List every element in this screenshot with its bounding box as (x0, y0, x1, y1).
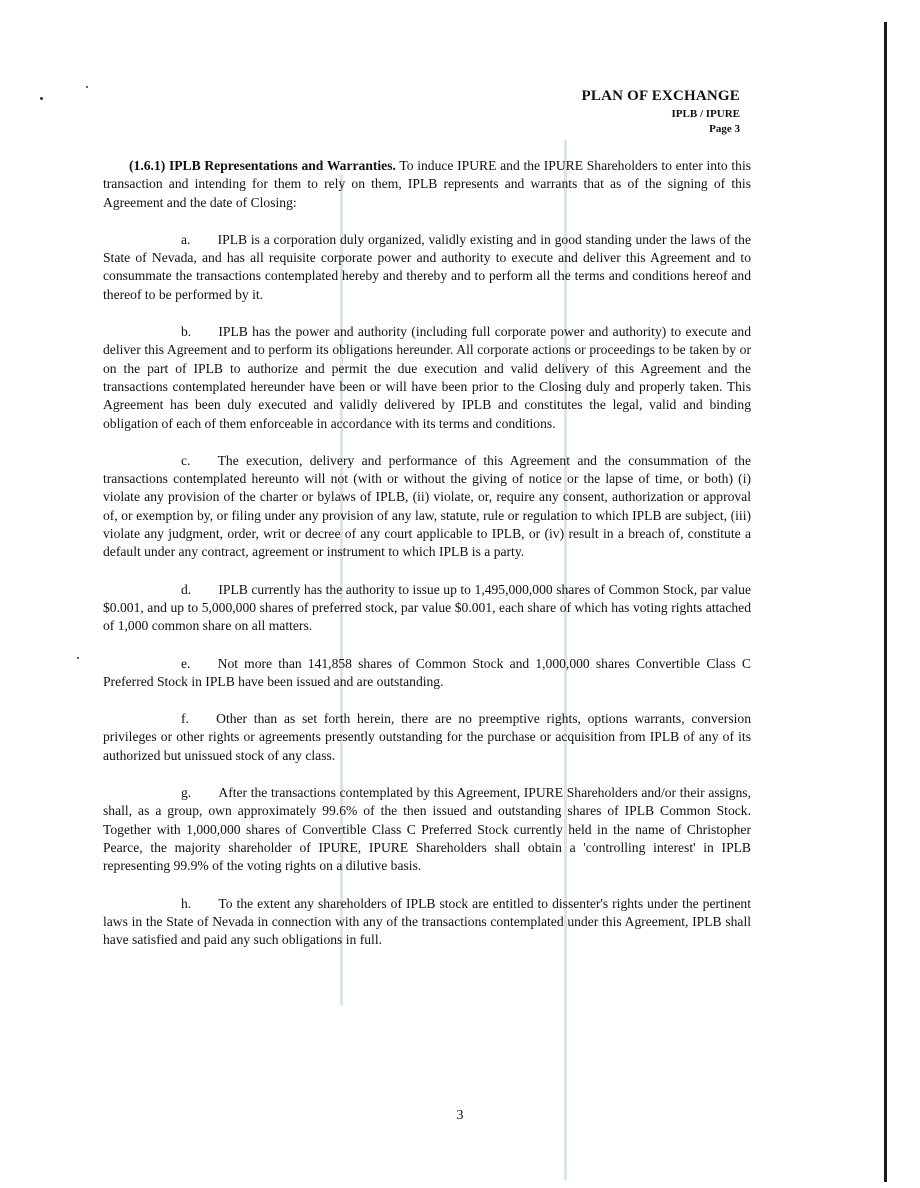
scan-speck (86, 86, 88, 88)
list-item (103, 231, 751, 304)
document-body (103, 157, 751, 949)
scan-speck (40, 97, 43, 100)
list-item (103, 581, 751, 636)
item-label: a. (181, 231, 191, 247)
item-text: IPLB is a corporation duly organized, validly existing and in good standing under the laws of the State of Nevada, and has all requisite corporate power and authority to execute and deliver this Agreement and to consummate the transactions contemplated hereby and thereby and to perform all the terms and conditions hereof and thereof to be performed by it. (103, 231, 751, 302)
item-text: To the extent any shareholders of IPLB stock are entitled to dissenter's rights under the pertinent laws in the State of Nevada in connection with any of the transactions contemplated under this Agreement, IPLB shall have satisfied and paid any such obligations in full. (103, 895, 751, 948)
item-label: c. (181, 452, 191, 468)
page-label: Page 3 (709, 123, 740, 135)
item-label: h. (181, 895, 192, 911)
document-title: PLAN OF EXCHANGE (581, 88, 740, 104)
document-subtitle: IPLB / IPURE (671, 108, 740, 120)
item-label: e. (181, 655, 191, 671)
scan-edge-line (884, 22, 887, 1182)
item-text: After the transactions contemplated by this Agreement, IPURE Shareholders and/or their assigns, shall, as a group, own approximately 99.6% of the then issued and outstanding shares of IPLB Common Stock. Together with 1,000,000 shares of Convertible Class C Preferred Stock currently held in the name of Christopher Pearce, the majority shareholder of IPURE, IPURE Shareholders shall obtain a 'controlling interest' in IPLB representing 99.9% of the voting rights on a dilutive basis. (103, 785, 751, 874)
list-item (103, 323, 751, 433)
list-item (103, 710, 751, 765)
section-heading: (1.6.1) IPLB Representations and Warranties. (129, 158, 396, 173)
list-item (103, 452, 751, 562)
item-label: d. (181, 581, 192, 597)
item-text: Not more than 141,858 shares of Common Stock and 1,000,000 shares Convertible Class C Preferred Stock in IPLB have been issued and are outstanding. (103, 655, 751, 689)
list-item (103, 655, 751, 692)
item-text: The execution, delivery and performance of this Agreement and the consummation of the transactions contemplated hereunto will not (with or without the giving of notice or the lapse of time, or both) (i) violate any provision of the charter or bylaws of IPLB, (ii) violate, or, require any consent, authorization or approval of, or exemption by, or filing under any provision of any law, statute, rule or regulation to which IPLB are subject, (iii) violate any judgment, order, writ or decree of any court applicable to IPLB, or (iv) result in a breach of, constitute a default under any contract, agreement or instrument to which IPLB is a party. (103, 452, 751, 560)
scan-speck (77, 657, 79, 659)
item-label: g. (181, 785, 192, 801)
section-intro (103, 157, 751, 212)
list-item (103, 784, 751, 875)
item-label: f. (181, 711, 189, 727)
list-item (103, 895, 751, 950)
item-label: b. (181, 324, 192, 340)
page-number: 3 (456, 1108, 464, 1123)
section-intro-text: To induce IPURE and the IPURE Shareholders to enter into this transaction and intending for them to rely on them, IPLB represents and warrants that as of the signing of this Agreement and the date of Closing: (103, 158, 752, 210)
item-text: Other than as set forth herein, there are no preemptive rights, options warrants, conversion privileges or other rights or agreements presently outstanding for the purchase or acquisition from IPLB of any of its authorized but unissued stock of any class. (103, 711, 751, 763)
item-text: IPLB currently has the authority to issue up to 1,495,000,000 shares of Common Stock, par value $0.001, and up to 5,000,000 shares of preferred stock, par value $0.001, each share of which has voting rights attached of 1,000 common share on all matters. (103, 581, 751, 634)
document-header (582, 88, 740, 135)
item-text: IPLB has the power and authority (including full corporate power and authority) to execute and deliver this Agreement and to perform its obligations hereunder. All corporate actions or proceedings to be taken by or on the part of IPLB to authorize and permit the due execution and valid delivery of this Agreement and the transactions contemplated hereunder have been or will have been prior to the Closing duly and properly taken. This Agreement has been duly executed and validly delivered by IPLB and constitutes the legal, valid and binding obligation of each of them enforceable in accordance with its terms and conditions. (103, 324, 751, 431)
